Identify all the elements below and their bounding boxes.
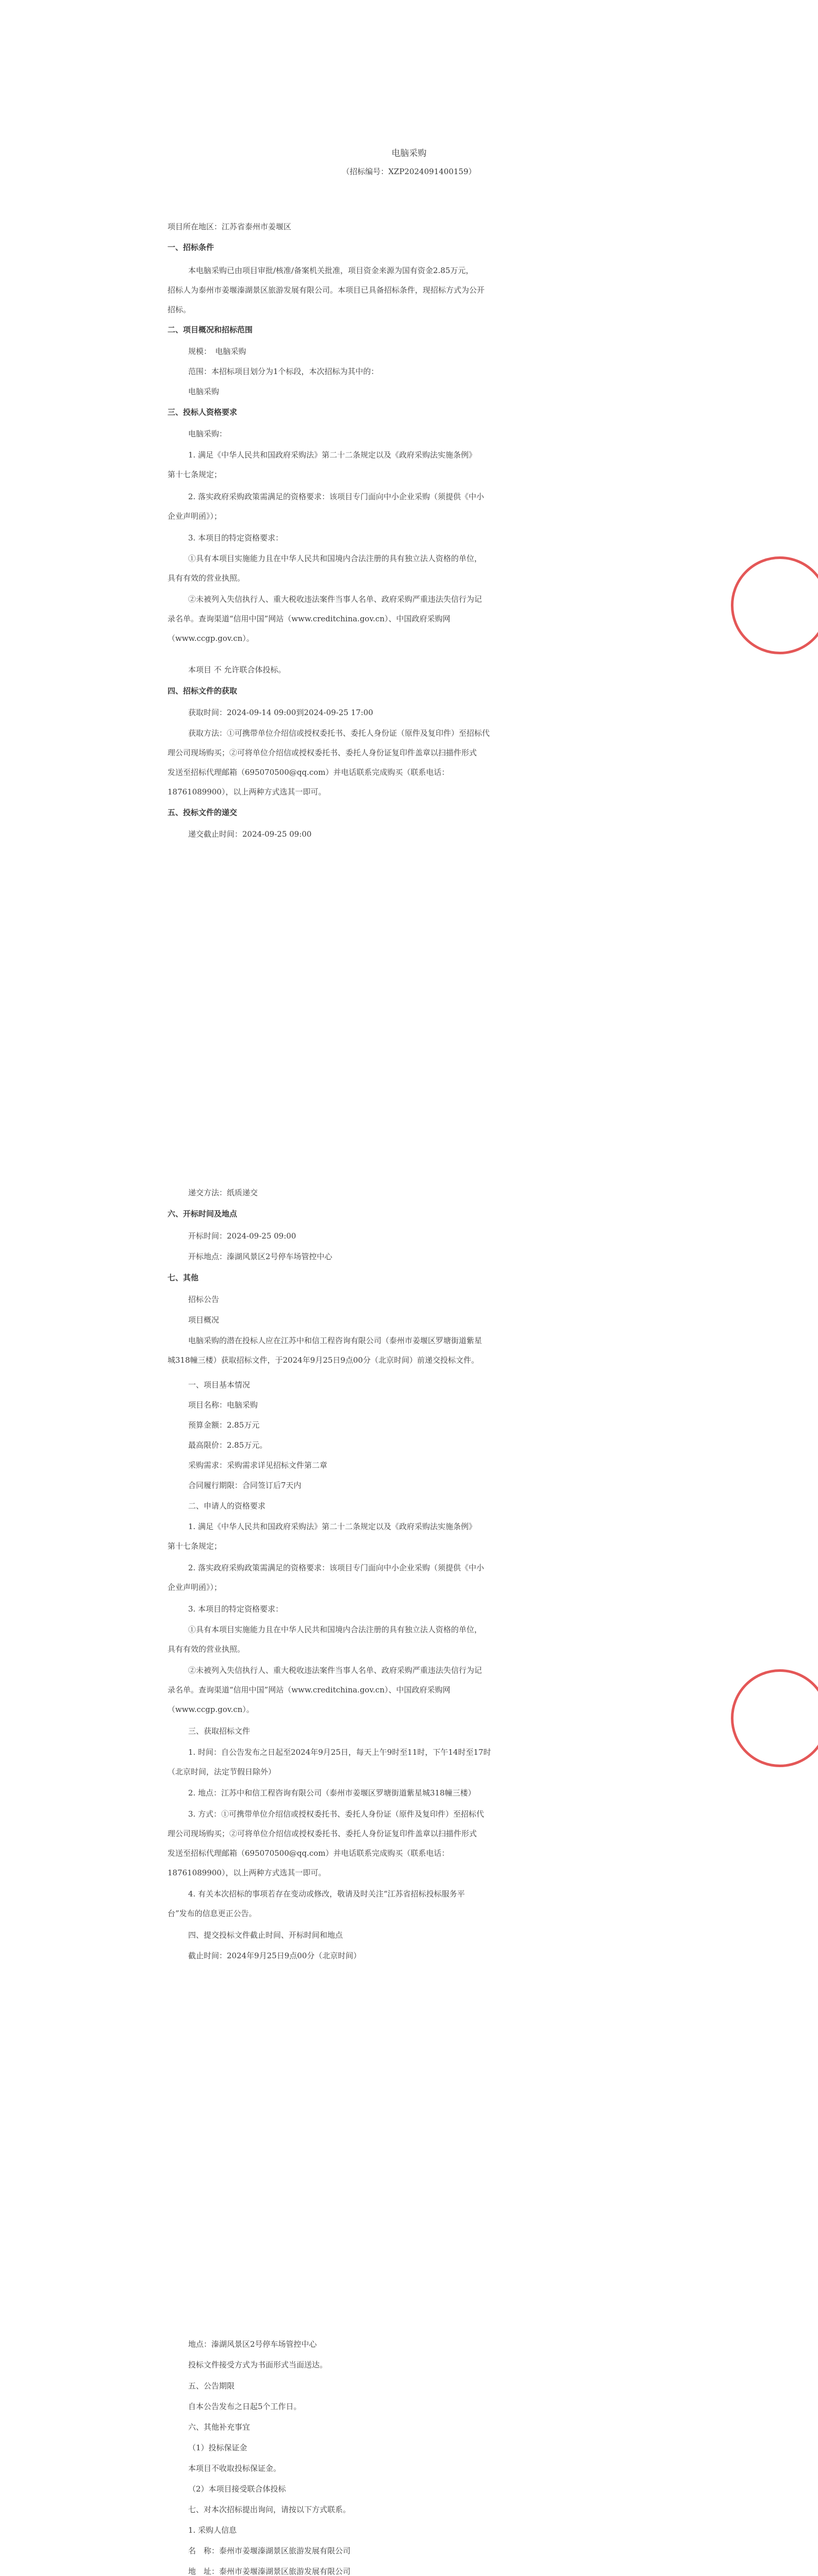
- paragraph-line: （www.ccgp.gov.cn）。: [168, 634, 254, 643]
- paragraph-line: 投标文件接受方式为书面形式当面送达。: [188, 2360, 328, 2369]
- paragraph-line: 本电脑采购已由项目审批/核准/备案机关批准，项目资金来源为国有资金2.85万元，: [188, 266, 474, 275]
- paragraph-line: 第十七条规定；: [168, 1541, 222, 1551]
- paragraph-line: 七、对本次招标提出询问，请按以下方式联系。: [188, 2505, 351, 2514]
- paragraph-line: 企业声明函》）；: [168, 1583, 222, 1592]
- paragraph-line: 预算金额：2.85万元: [188, 1420, 260, 1430]
- paragraph-line: （2）本项目接受联合体投标: [188, 2484, 286, 2494]
- paragraph-line: 3. 本项目的特定资格要求：: [188, 1604, 283, 1614]
- section-heading: 一、招标条件: [168, 243, 214, 252]
- paragraph-line: 2. 落实政府采购政策需满足的资格要求：该项目专门面向中小企业采购（须提供《中小: [188, 492, 485, 501]
- paragraph-line: 1. 时间：自公告发布之日起至2024年9月25日，每天上午9时至11时，下午14时至17时: [188, 1748, 491, 1757]
- paragraph-line: 理公司现场购买；②可将单位介绍信或授权委托书、委托人身份证复印件盖章以扫描件形式: [168, 1829, 477, 1838]
- paragraph-line: 1. 满足《中华人民共和国政府采购法》第二十二条规定以及《政府采购法实施条例》: [188, 450, 477, 460]
- paragraph-line: 电脑采购的潜在投标人应在江苏中和信工程咨询有限公司（泰州市姜堰区罗塘街道紫星: [188, 1336, 482, 1345]
- paragraph-line: 具有有效的营业执照。: [168, 573, 245, 583]
- paragraph-line: 电脑采购：: [188, 429, 227, 438]
- paragraph-line: （北京时间，法定节假日除外）: [168, 1767, 276, 1776]
- paragraph-line: 3. 本项目的特定资格要求：: [188, 533, 283, 543]
- paragraph-line: 名 称：泰州市姜堰溱湖景区旅游发展有限公司: [188, 2546, 351, 2555]
- paragraph-line: 录名单。查询渠道“信用中国”网站（www.creditchina.gov.cn）、中国政府采购网: [168, 1685, 450, 1694]
- paragraph-line: 地 址：泰州市姜堰溱湖景区旅游发展有限公司: [188, 2567, 351, 2576]
- paragraph-line: 招标人为泰州市姜堰溱湖景区旅游发展有限公司。本项目已具备招标条件，现招标方式为公开: [168, 285, 485, 295]
- paragraph-line: 理公司现场购买；②可将单位介绍信或授权委托书、委托人身份证复印件盖章以扫描件形式: [168, 748, 477, 757]
- paragraph-line: 项目概况: [188, 1315, 220, 1325]
- paragraph-line: 18761089900），以上两种方式选其一即可。: [168, 787, 326, 796]
- paragraph-line: 获取方法：①可携带单位介绍信或授权委托书、委托人身份证（原件及复印件）至招标代: [188, 728, 490, 738]
- paragraph-line: 发送至招标代理邮箱（695070500@qq.com）并电话联系完成购买（联系电话：: [168, 1849, 449, 1858]
- paragraph-line: 递交方法：纸质递交: [188, 1188, 258, 1197]
- section-heading: 七、其他: [168, 1273, 199, 1282]
- paragraph-line: 五、公告期限: [188, 2381, 235, 2391]
- paragraph-line: 具有有效的营业执照。: [168, 1645, 245, 1654]
- paragraph-line: 1. 满足《中华人民共和国政府采购法》第二十二条规定以及《政府采购法实施条例》: [188, 1522, 477, 1531]
- company-seal: [731, 556, 818, 654]
- section-heading: 五、投标文件的递交: [168, 808, 238, 817]
- paragraph-line: 3. 方式：①可携带单位介绍信或授权委托书、委托人身份证（原件及复印件）至招标代: [188, 1809, 485, 1819]
- paragraph-line: 开标地点：溱湖风景区2号停车场管控中心: [188, 1252, 332, 1261]
- paragraph-line: 台”发布的信息更正公告。: [168, 1909, 257, 1918]
- paragraph-line: 城318幢三楼）获取招标文件，于2024年9月25日9点00分（北京时间）前递交投标文件。: [168, 1355, 479, 1365]
- document-subtitle: （招标编号：XZP2024091400159）: [342, 167, 476, 176]
- paragraph-line: 招标公告: [188, 1295, 220, 1304]
- paragraph-line: 2. 落实政府采购政策需满足的资格要求：该项目专门面向中小企业采购（须提供《中小: [188, 1563, 485, 1572]
- paragraph-line: 六、其他补充事宜: [188, 2422, 251, 2432]
- paragraph-line: ①具有本项目实施能力且在中华人民共和国境内合法注册的具有独立法人资格的单位，: [188, 1625, 482, 1634]
- paragraph-line: 二、申请人的资格要求: [188, 1501, 266, 1511]
- company-seal: [731, 1669, 818, 1767]
- paragraph-line: （1）投标保证金: [188, 2443, 247, 2452]
- paragraph-line: 1. 采购人信息: [188, 2526, 237, 2535]
- paragraph-line: 截止时间：2024年9月25日9点00分（北京时间）: [188, 1951, 361, 1960]
- paragraph-line: 三、获取招标文件: [188, 1726, 251, 1736]
- section-heading: 六、开标时间及地点: [168, 1209, 238, 1218]
- paragraph-line: ①具有本项目实施能力且在中华人民共和国境内合法注册的具有独立法人资格的单位，: [188, 554, 482, 563]
- document-title: 电脑采购: [391, 148, 427, 159]
- paragraph-line: 项目名称：电脑采购: [188, 1400, 258, 1410]
- paragraph-line: 第十七条规定；: [168, 470, 222, 479]
- paragraph-line: 合同履行期限：合同签订后7天内: [188, 1481, 302, 1490]
- section-heading: 三、投标人资格要求: [168, 408, 238, 417]
- paragraph-line: 电脑采购: [188, 387, 220, 396]
- paragraph-line: 采购需求：采购需求详见招标文件第二章: [188, 1461, 328, 1470]
- paragraph-line: 地点：溱湖风景区2号停车场管控中心: [188, 2340, 317, 2349]
- paragraph-line: 规模： 电脑采购: [188, 347, 246, 356]
- paragraph-line: 招标。: [168, 305, 191, 314]
- paragraph-line: 自本公告发布之日起5个工作日。: [188, 2402, 302, 2411]
- paragraph-line: ②未被列入失信执行人、重大税收违法案件当事人名单、政府采购严重违法失信行为记: [188, 1666, 482, 1675]
- paragraph-line: 录名单。查询渠道“信用中国”网站（www.creditchina.gov.cn）、中国政府采购网: [168, 614, 450, 623]
- paragraph-line: 一、项目基本情况: [188, 1380, 251, 1389]
- paragraph-line: （www.ccgp.gov.cn）。: [168, 1705, 254, 1714]
- paragraph-line: 本项目 不 允许联合体投标。: [188, 665, 286, 674]
- paragraph-line: 18761089900），以上两种方式选其一即可。: [168, 1868, 326, 1877]
- paragraph-line: 开标时间：2024-09-25 09:00: [188, 1231, 296, 1241]
- project-region: 项目所在地区：江苏省泰州市姜堰区: [168, 222, 292, 231]
- paragraph-line: 最高限价：2.85万元。: [188, 1440, 268, 1450]
- paragraph-line: 递交截止时间：2024-09-25 09:00: [188, 829, 312, 839]
- paragraph-line: 2. 地点：江苏中和信工程咨询有限公司（泰州市姜堰区罗塘街道紫星城318幢三楼）: [188, 1788, 476, 1798]
- section-heading: 四、招标文件的获取: [168, 686, 238, 696]
- paragraph-line: 4. 有关本次招标的事项若存在变动或修改，敬请及时关注“江苏省招标投标服务平: [188, 1889, 465, 1899]
- paragraph-line: 范围：本招标项目划分为1个标段，本次招标为其中的：: [188, 367, 379, 376]
- paragraph-line: ②未被列入失信执行人、重大税收违法案件当事人名单、政府采购严重违法失信行为记: [188, 595, 482, 604]
- paragraph-line: 获取时间：2024-09-14 09:00到2024-09-25 17:00: [188, 708, 373, 717]
- section-heading: 二、项目概况和招标范围: [168, 325, 253, 334]
- paragraph-line: 企业声明函》）；: [168, 512, 222, 521]
- paragraph-line: 四、提交投标文件截止时间、开标时间和地点: [188, 1930, 343, 1940]
- paragraph-line: 本项目不收取投标保证金。: [188, 2464, 281, 2473]
- paragraph-line: 发送至招标代理邮箱（695070500@qq.com）并电话联系完成购买（联系电话：: [168, 768, 449, 777]
